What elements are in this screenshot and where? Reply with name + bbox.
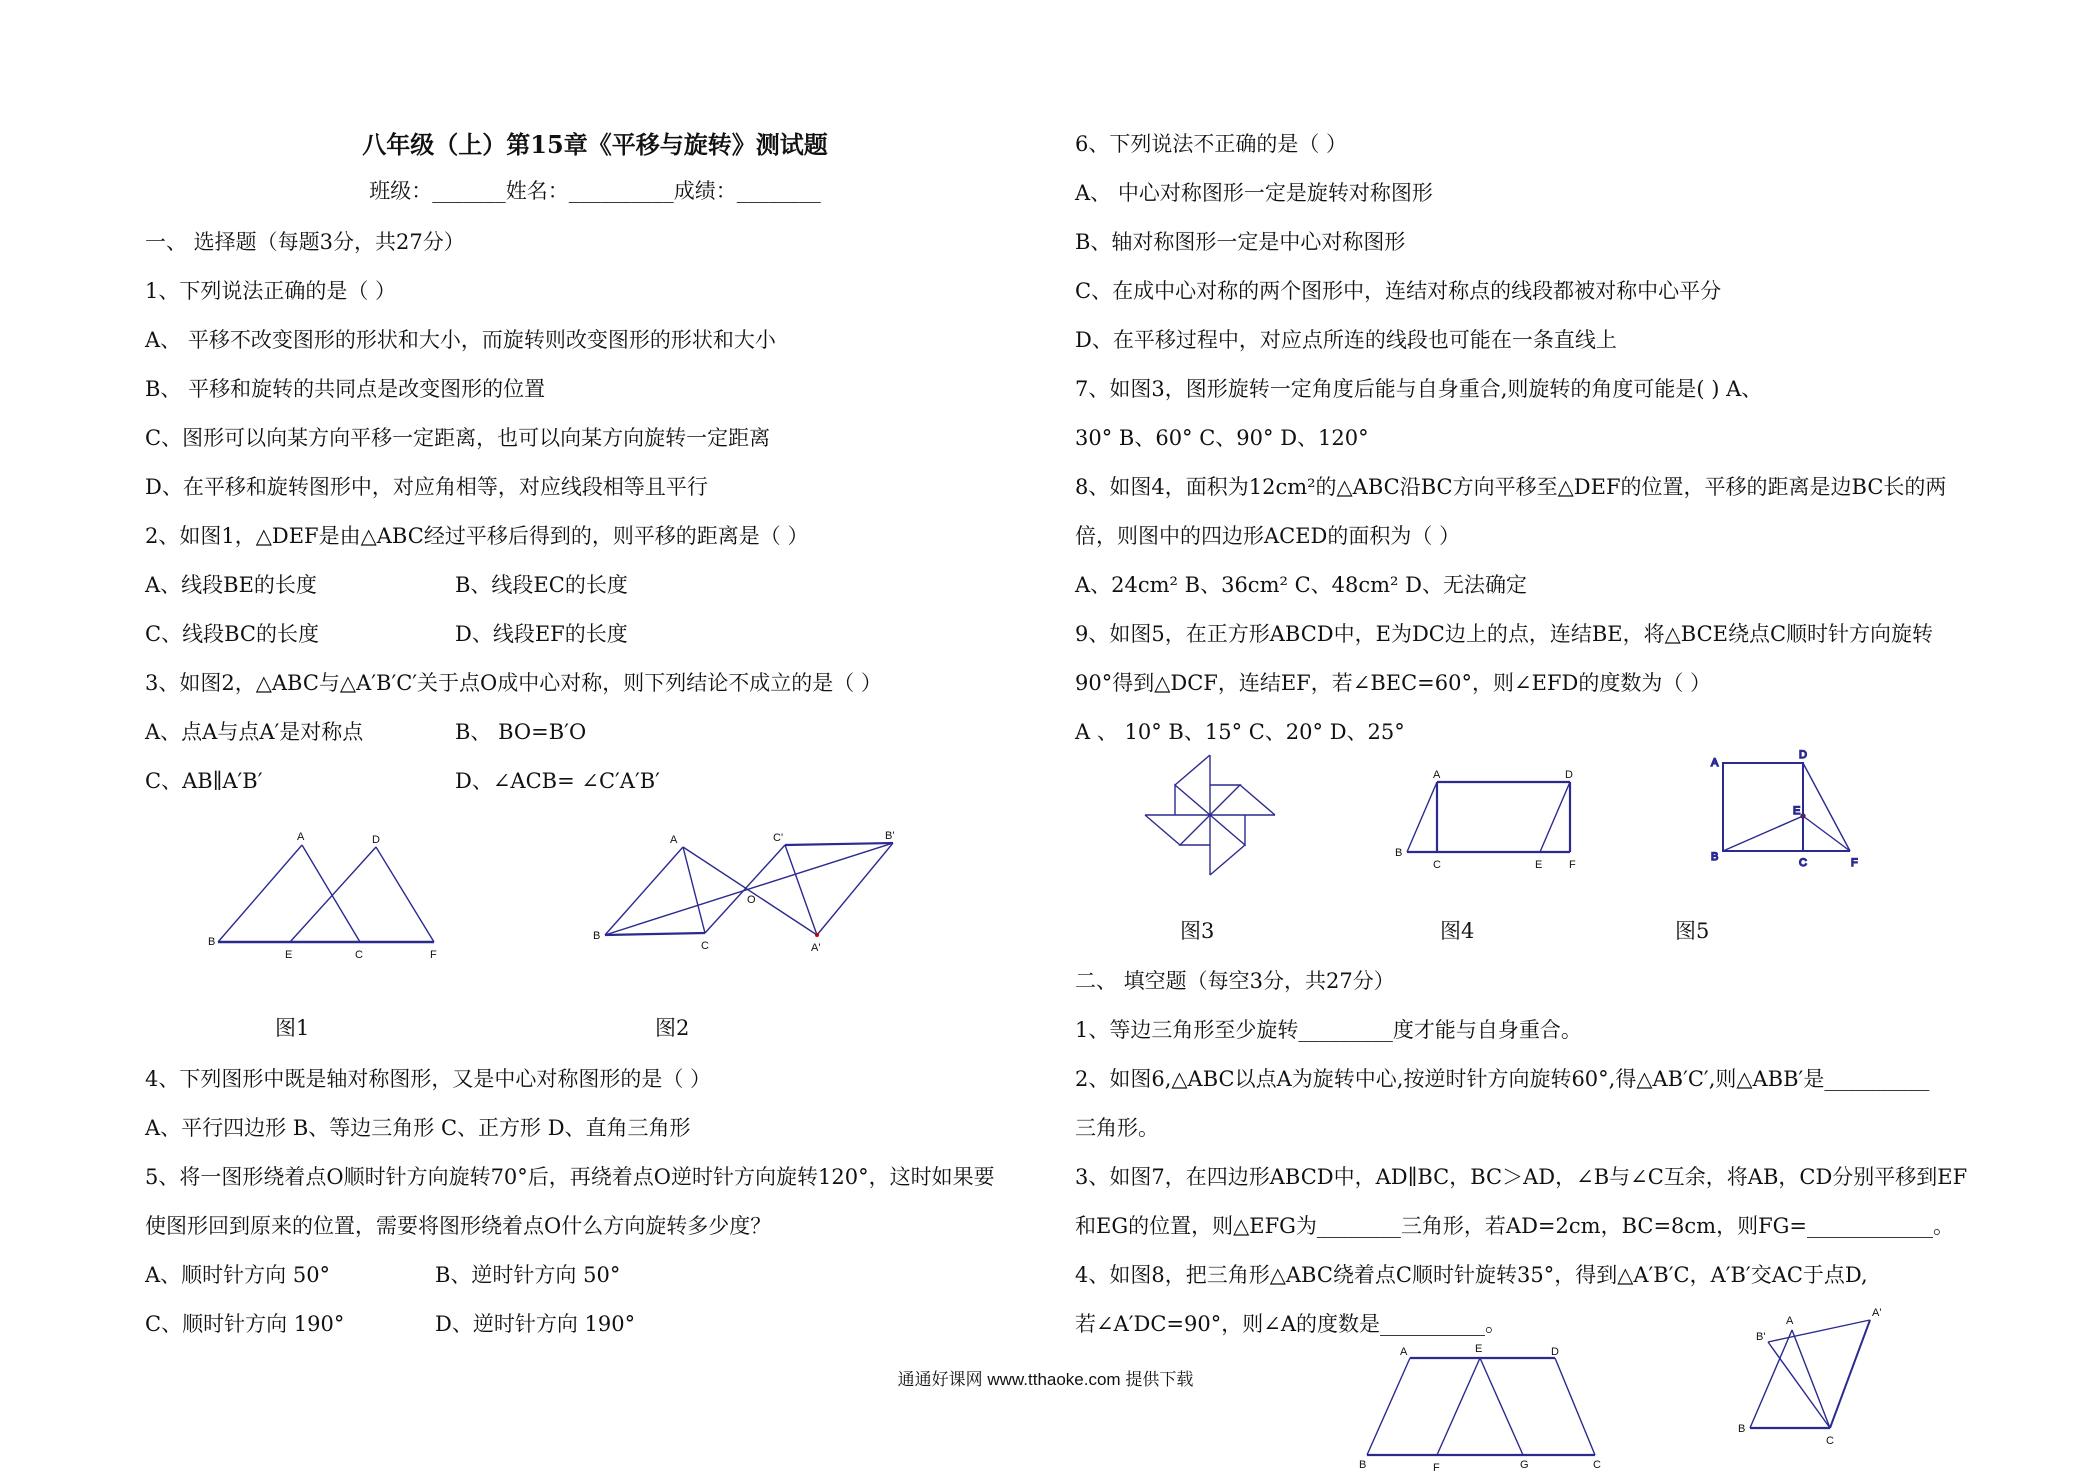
q5-stem-2: 使图形回到原来的位置，需要将图形绕着点O什么方向旋转多少度？ — [145, 1214, 772, 1238]
q4-stem: 4、下列图形中既是轴对称图形，又是中心对称图形的是（ ） — [145, 1067, 712, 1091]
q3-options-row-1 — [145, 708, 1045, 757]
q1-option-a: A、 平移不改变图形的形状和大小，而旋转则改变图形的形状和大小 — [145, 328, 776, 352]
fill-q2-1: 2、如图6,△ABC以点A为旋转中心,按逆时针方向旋转60°,得△AB′C′,则△ABB′是__________ — [1075, 1067, 1930, 1091]
q1-stem: 1、下列说法正确的是（ ） — [145, 279, 397, 303]
fill-q1: 1、等边三角形至少旋转_________度才能与自身重合。 — [1075, 1018, 1582, 1042]
q8-options: A、24cm² B、36cm² C、48cm² D、无法确定 — [1075, 573, 1527, 597]
svg-text:E: E — [1535, 859, 1543, 871]
q3-options-row-2 — [145, 757, 1045, 806]
svg-text:C: C — [1826, 1435, 1834, 1447]
svg-text:G: G — [1520, 1459, 1529, 1471]
svg-text:F: F — [1851, 857, 1858, 869]
svg-text:F: F — [430, 949, 437, 961]
fill-q2-2: 三角形。 — [1075, 1116, 1159, 1140]
q4-options: A、平行四边形 B、等边三角形 C、正方形 D、直角三角形 — [145, 1116, 691, 1140]
section-2-heading: 二、 填空题（每空3分，共27分） — [1075, 969, 1395, 993]
figure-1 — [200, 820, 460, 970]
q5-options-row-2 — [145, 1300, 1045, 1349]
q3-option-d: D、∠ACB= ∠C′A′B′ — [455, 769, 660, 793]
fill-q3-2: 和EG的位置，则△EFG为________三角形，若AD=2cm，BC=8cm，则FG=____________。 — [1075, 1214, 1955, 1238]
q5-option-b: B、逆时针方向 50° — [435, 1263, 621, 1287]
q2-options-row-2 — [145, 610, 1045, 659]
figure-1-label: 图1 — [275, 1016, 310, 1040]
figure-7 — [1355, 1340, 1615, 1475]
svg-text:D: D — [1565, 769, 1573, 781]
q1-option-b: B、 平移和旋转的共同点是改变图形的位置 — [145, 377, 546, 401]
q7-stem: 7、如图3，图形旋转一定角度后能与自身重合,则旋转的角度可能是( ) A、 — [1075, 377, 1763, 401]
svg-text:A: A — [670, 834, 678, 846]
q9-options: A 、 10° B、15° C、20° D、25° — [1075, 720, 1405, 744]
q6-option-b: B、轴对称图形一定是中心对称图形 — [1075, 230, 1406, 254]
q9-stem-1: 9、如图5，在正方形ABCD中，E为DC边上的点，连结BE，将△BCE绕点C顺时针方向旋转 — [1075, 622, 1934, 646]
svg-text:E: E — [1793, 805, 1801, 817]
q2-stem: 2、如图1，△DEF是由△ABC经过平移后得到的，则平移的距离是（ ） — [145, 524, 809, 548]
svg-text:A: A — [1433, 769, 1441, 781]
q2-options-row-1 — [145, 561, 1045, 610]
q5-option-c: C、顺时针方向 190° — [145, 1312, 345, 1336]
q8-stem-2: 倍，则图中的四边形ACED的面积为（ ） — [1075, 524, 1461, 548]
figure-4 — [1385, 760, 1595, 880]
q6-option-a: A、 中心对称图形一定是旋转对称图形 — [1075, 181, 1433, 205]
svg-text:B': B' — [885, 830, 895, 842]
svg-text:A: A — [1711, 757, 1719, 769]
svg-text:A: A — [1400, 1346, 1408, 1358]
q5-options-row-1 — [145, 1251, 1045, 1300]
svg-text:B: B — [1395, 847, 1403, 859]
section-1-heading: 一、 选择题（每题3分，共27分） — [145, 230, 465, 254]
svg-text:C: C — [1799, 857, 1807, 869]
svg-text:C: C — [701, 940, 709, 952]
figure-2-label: 图2 — [655, 1016, 690, 1040]
figure-3 — [1135, 745, 1285, 885]
svg-text:B: B — [1711, 851, 1719, 863]
svg-text:C: C — [355, 949, 363, 961]
footer-source: 通通好课网 www.tthaoke.com 提供下载 — [897, 1370, 1194, 1389]
q2-option-d: D、线段EF的长度 — [455, 622, 628, 646]
figure-5 — [1705, 748, 1865, 878]
svg-text:C: C — [1433, 859, 1441, 871]
svg-text:O: O — [747, 894, 756, 906]
svg-text:D: D — [1551, 1346, 1559, 1358]
svg-text:F: F — [1569, 859, 1576, 871]
q2-option-a: A、线段BE的长度 — [145, 573, 317, 597]
q8-stem-1: 8、如图4，面积为12cm²的△ABC沿BC方向平移至△DEF的位置，平移的距离是边BC长的两 — [1075, 475, 1947, 499]
svg-text:B: B — [593, 930, 601, 942]
fill-q4-1: 4、如图8，把三角形△ABC绕着点C顺时针旋转35°，得到△A′B′C，A′B′交AC于点D, — [1075, 1263, 1868, 1287]
fill-q3-1: 3、如图7，在四边形ABCD中，AD∥BC，BC＞AD，∠B与∠C互余，将AB，CD分别平移到EF — [1075, 1165, 1968, 1189]
q3-option-a: A、点A与点A′是对称点 — [145, 720, 364, 744]
svg-text:B: B — [208, 936, 216, 948]
q7-options: 30° B、60° C、90° D、120° — [1075, 426, 1369, 450]
q2-option-c: C、线段BC的长度 — [145, 622, 319, 646]
fill-q4-2: 若∠A′DC=90°，则∠A的度数是__________。 — [1075, 1312, 1507, 1336]
q3-stem: 3、如图2，△ABC与△A′B′C′关于点O成中心对称，则下列结论不成立的是（ ） — [145, 671, 882, 695]
q6-stem: 6、下列说法不正确的是（ ） — [1075, 132, 1348, 156]
q6-option-c: C、在成中心对称的两个图形中，连结对称点的线段都被对称中心平分 — [1075, 279, 1722, 303]
svg-text:A: A — [1786, 1315, 1794, 1327]
q5-stem-1: 5、将一图形绕着点O顺时针方向旋转70°后，再绕着点O逆时针方向旋转120°，这时如果要 — [145, 1165, 995, 1189]
svg-text:B: B — [1359, 1459, 1367, 1471]
svg-text:E: E — [285, 949, 293, 961]
svg-text:A': A' — [1872, 1307, 1882, 1319]
svg-text:F: F — [1433, 1462, 1440, 1474]
svg-text:A': A' — [811, 942, 821, 954]
q1-option-d: D、在平移和旋转图形中，对应角相等，对应线段相等且平行 — [145, 475, 708, 499]
svg-text:A: A — [297, 831, 305, 843]
figure-4-label: 图4 — [1440, 919, 1475, 943]
figure-5-label: 图5 — [1675, 919, 1710, 943]
figure-2 — [585, 825, 905, 965]
svg-text:D: D — [1799, 749, 1807, 761]
svg-text:B': B' — [1756, 1331, 1766, 1343]
svg-text:C': C' — [773, 832, 784, 844]
svg-text:C: C — [1593, 1459, 1601, 1471]
q5-option-a: A、顺时针方向 50° — [145, 1263, 331, 1287]
page-title: 八年级（上）第15章《平移与旋转》测试题 — [362, 130, 828, 159]
q1-option-c: C、图形可以向某方向平移一定距离，也可以向某方向旋转一定距离 — [145, 426, 771, 450]
info-line: 班级：_______姓名：__________成绩：________ — [369, 179, 821, 203]
q6-option-d: D、在平移过程中，对应点所连的线段也可能在一条直线上 — [1075, 328, 1617, 352]
q3-option-c: C、AB∥A′B′ — [145, 769, 263, 793]
svg-text:D: D — [372, 834, 380, 846]
q5-option-d: D、逆时针方向 190° — [435, 1312, 636, 1336]
q3-option-b: B、 BO=B′O — [455, 720, 587, 744]
svg-text:B: B — [1738, 1423, 1746, 1435]
q9-stem-2: 90°得到△DCF，连结EF，若∠BEC=60°，则∠EFD的度数为（ ） — [1075, 671, 1711, 695]
svg-text:E: E — [1475, 1343, 1483, 1355]
figure-3-label: 图3 — [1180, 919, 1215, 943]
q2-option-b: B、线段EC的长度 — [455, 573, 628, 597]
